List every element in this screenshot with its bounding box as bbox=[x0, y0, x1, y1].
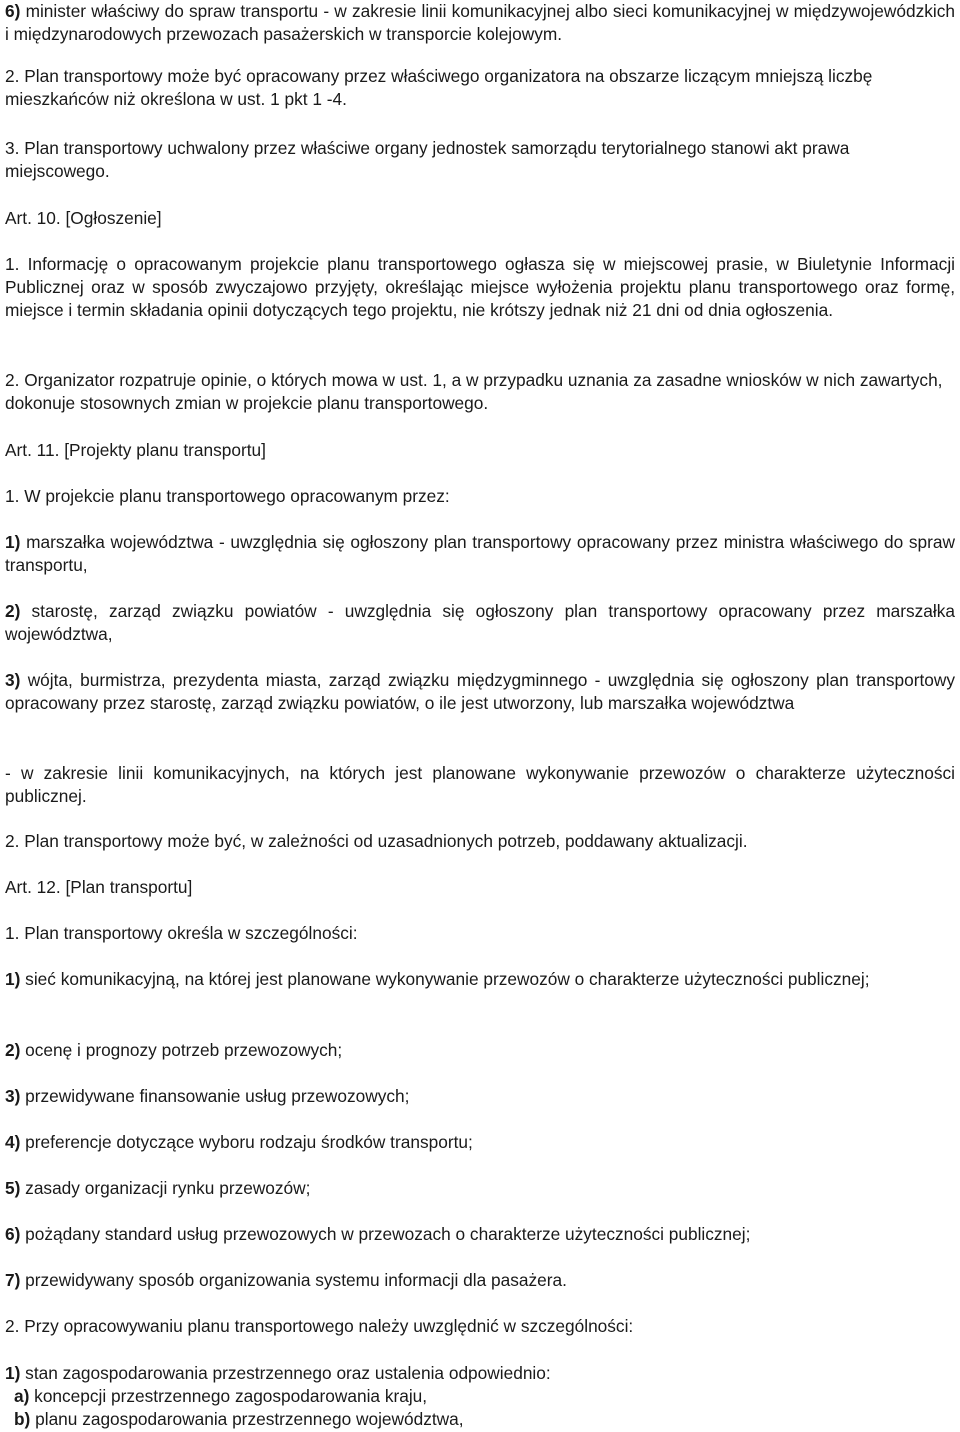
paragraph-text: 3. Plan transportowy uchwalony przez właściwe organy jednostek samorządu terytorialnego stanowi akt prawa miejscowego. bbox=[5, 138, 850, 181]
art12-item-7 bbox=[5, 1269, 955, 1292]
item-number: 1) bbox=[5, 969, 21, 989]
item-number: 7) bbox=[5, 1270, 21, 1290]
paragraph-text: minister właściwy do spraw transportu - w zakresie linii komunikacyjnej albo sieci komunikacyjnej w międzywojewódzkich i międzynarodowych przewozach pasażerskich w transporcie kolejowym. bbox=[5, 1, 955, 44]
item-number: 1) bbox=[5, 532, 21, 552]
paragraph-text: stan zagospodarowania przestrzennego oraz ustalenia odpowiednio: bbox=[20, 1363, 551, 1383]
art12-item-3 bbox=[5, 1085, 955, 1108]
paragraph-text: 2. Plan transportowy może być opracowany przez właściwego organizatora na obszarze liczącym mniejszą liczbę mieszkańców niż określona w ust. 1 pkt 1 -4. bbox=[5, 66, 873, 109]
art11-closing-clause bbox=[5, 762, 955, 808]
art12-item-6 bbox=[5, 1223, 955, 1246]
article-title: Art. 11. [Projekty planu transportu] bbox=[5, 440, 266, 460]
paragraph-text: starostę, zarząd związku powiatów - uwzględnia się ogłoszony plan transportowy opracowany przez marszałka województwa, bbox=[5, 601, 955, 644]
item-number: 6) bbox=[5, 1224, 21, 1244]
item-number: 1) bbox=[5, 1363, 21, 1383]
item-number: 4) bbox=[5, 1132, 21, 1152]
paragraph-text: - w zakresie linii komunikacyjnych, na których jest planowane wykonywanie przewozów o charakterze użyteczności publicznej. bbox=[5, 763, 955, 806]
art12-paragraph-1 bbox=[5, 922, 955, 945]
art12-par2-subitem-b bbox=[14, 1408, 954, 1431]
paragraph-text: marszałka województwa - uwzględnia się ogłoszony plan transportowy opracowany przez ministra właściwego do spraw transportu, bbox=[5, 532, 955, 575]
art11-item-1 bbox=[5, 531, 955, 577]
paragraph-6-minister bbox=[5, 0, 955, 46]
paragraph-text: przewidywane finansowanie usług przewozowych; bbox=[20, 1086, 410, 1106]
art11-item-2 bbox=[5, 600, 955, 646]
paragraph-text: sieć komunikacyjną, na której jest planowane wykonywanie przewozów o charakterze użyteczności publicznej; bbox=[20, 969, 870, 989]
paragraph-text: 2. Plan transportowy może być, w zależności od uzasadnionych potrzeb, poddawany aktualizacji. bbox=[5, 831, 748, 851]
paragraph-text: zasady organizacji rynku przewozów; bbox=[20, 1178, 311, 1198]
paragraph-text: pożądany standard usług przewozowych w przewozach o charakterze użyteczności publicznej; bbox=[20, 1224, 751, 1244]
article-title: Art. 12. [Plan transportu] bbox=[5, 877, 193, 897]
item-number: 3) bbox=[5, 1086, 21, 1106]
paragraph-text: preferencje dotyczące wyboru rodzaju środków transportu; bbox=[20, 1132, 473, 1152]
paragraph-text: planu zagospodarowania przestrzennego województwa, bbox=[30, 1409, 464, 1429]
art12-par2-item-1 bbox=[5, 1362, 955, 1385]
art10-paragraph-2 bbox=[5, 369, 955, 415]
article-title: Art. 10. [Ogłoszenie] bbox=[5, 208, 162, 228]
paragraph-ust-2 bbox=[5, 65, 955, 111]
art12-item-2 bbox=[5, 1039, 955, 1062]
paragraph-text: 2. Przy opracowywaniu planu transportowego należy uwzględnić w szczególności: bbox=[5, 1316, 634, 1336]
art12-paragraph-2 bbox=[5, 1315, 955, 1338]
item-number: 2) bbox=[5, 1040, 21, 1060]
paragraph-text: 1. Informację o opracowanym projekcie planu transportowego ogłasza się w miejscowej prasie, w Biuletynie Informacji Publicznej oraz w sposób zwyczajowo przyjęty, określając miejsce wyłożenia projektu planu transportowego oraz formę, miejsce i termin składania opinii dotyczących tego projektu, nie krótszy jednak niż 21 dni od dnia ogłoszenia. bbox=[5, 254, 955, 320]
paragraph-text: ocenę i prognozy potrzeb przewozowych; bbox=[20, 1040, 343, 1060]
paragraph-ust-3 bbox=[5, 137, 955, 183]
art12-par2-subitem-a bbox=[14, 1385, 954, 1408]
art11-paragraph-1 bbox=[5, 485, 955, 508]
item-number: 6) bbox=[5, 1, 21, 21]
art11-paragraph-2 bbox=[5, 830, 955, 853]
art12-item-1 bbox=[5, 968, 955, 991]
paragraph-text: przewidywany sposób organizowania systemu informacji dla pasażera. bbox=[20, 1270, 567, 1290]
paragraph-text: koncepcji przestrzennego zagospodarowania kraju, bbox=[29, 1386, 428, 1406]
paragraph-text: wójta, burmistrza, prezydenta miasta, zarząd związku międzygminnego - uwzględnia się ogłoszony plan transportowy opracowany przez starostę, zarząd związku powiatów, o ile jest utworzony, lub marszałka województwa bbox=[5, 670, 955, 713]
paragraph-text: 1. W projekcie planu transportowego opracowanym przez: bbox=[5, 486, 450, 506]
paragraph-text: 2. Organizator rozpatruje opinie, o których mowa w ust. 1, a w przypadku uznania za zasadne wniosków w nich zawartych, dokonuje stosownych zmian w projekcie planu transportowego. bbox=[5, 370, 943, 413]
paragraph-text: 1. Plan transportowy określa w szczególności: bbox=[5, 923, 358, 943]
item-number: 3) bbox=[5, 670, 21, 690]
art12-item-4 bbox=[5, 1131, 955, 1154]
art12-item-5 bbox=[5, 1177, 955, 1200]
art11-item-3 bbox=[5, 669, 955, 715]
art10-paragraph-1 bbox=[5, 253, 955, 322]
article-12-heading bbox=[5, 876, 955, 899]
item-number: 5) bbox=[5, 1178, 21, 1198]
item-letter: a) bbox=[14, 1386, 30, 1406]
item-number: 2) bbox=[5, 601, 21, 621]
article-11-heading bbox=[5, 439, 955, 462]
item-letter: b) bbox=[14, 1409, 31, 1429]
article-10-heading bbox=[5, 207, 955, 230]
